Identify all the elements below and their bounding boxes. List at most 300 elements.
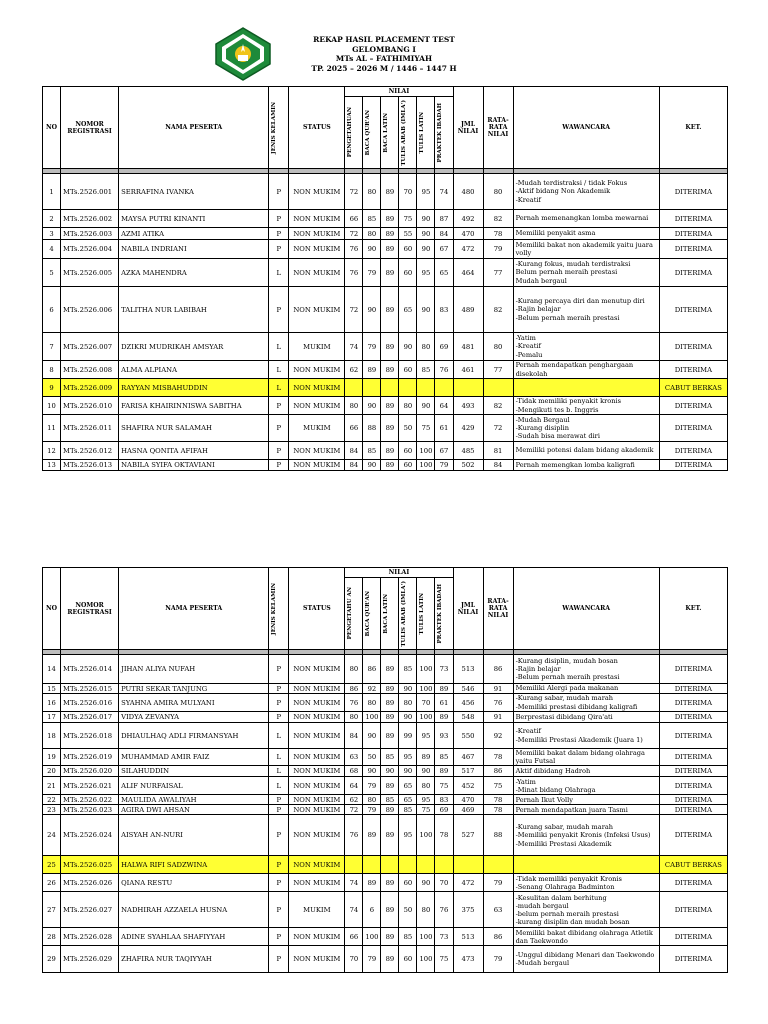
interview-notes: -Kreatif -Memiliki Prestasi Akademik (Juara 1) bbox=[513, 723, 659, 749]
registration-number: MTs.2526.008 bbox=[61, 361, 119, 379]
score-cell bbox=[381, 856, 399, 874]
col-baca-quran-text: BACA QUR'AN bbox=[365, 109, 372, 156]
status: NON MUKIM bbox=[289, 210, 345, 228]
score-cell: 87 bbox=[435, 210, 453, 228]
score-cell: 85 bbox=[399, 928, 417, 946]
score-cell: 89 bbox=[381, 174, 399, 210]
score-cell: 79 bbox=[363, 777, 381, 795]
score-cell: 89 bbox=[381, 892, 399, 928]
registration-number: MTs.2526.014 bbox=[61, 655, 119, 684]
score-cell: 73 bbox=[435, 655, 453, 684]
participant-name: HALWA RIFI SADZWINA bbox=[119, 856, 269, 874]
gender: L bbox=[269, 333, 289, 361]
score-cell: 75 bbox=[435, 777, 453, 795]
score-cell: 89 bbox=[381, 361, 399, 379]
score-cell: 90 bbox=[363, 397, 381, 415]
score-cell: 85 bbox=[363, 210, 381, 228]
score-cell: 100 bbox=[417, 655, 435, 684]
registration-number: MTs.2526.028 bbox=[61, 928, 119, 946]
interview-notes: -Mudah terdistraksi / tidak Fokus -Aktif bidang Non Akademik -Kreatif bbox=[513, 174, 659, 210]
registration-number: MTs.2526.022 bbox=[61, 795, 119, 805]
score-cell: 66 bbox=[345, 210, 363, 228]
total-score: 502 bbox=[453, 460, 483, 471]
table-row bbox=[43, 259, 728, 287]
row-number: 7 bbox=[43, 333, 61, 361]
status: NON MUKIM bbox=[289, 766, 345, 777]
score-cell: 84 bbox=[435, 228, 453, 240]
row-number: 14 bbox=[43, 655, 61, 684]
score-cell: 89 bbox=[381, 333, 399, 361]
score-cell: 65 bbox=[399, 287, 417, 333]
score-cell: 80 bbox=[363, 795, 381, 805]
status-remark: CABUT BERKAS bbox=[659, 379, 727, 397]
total-score: 480 bbox=[453, 174, 483, 210]
score-cell: 65 bbox=[399, 795, 417, 805]
status: NON MUKIM bbox=[289, 287, 345, 333]
participant-name: AISYAH AN-NURI bbox=[119, 815, 269, 856]
interview-notes bbox=[513, 379, 659, 397]
results-table-2 bbox=[42, 567, 728, 973]
status: NON MUKIM bbox=[289, 723, 345, 749]
registration-number: MTs.2526.025 bbox=[61, 856, 119, 874]
score-cell: 100 bbox=[417, 815, 435, 856]
score-cell: 64 bbox=[435, 397, 453, 415]
status-remark: DITERIMA bbox=[659, 928, 727, 946]
score-cell: 72 bbox=[345, 287, 363, 333]
score-cell: 95 bbox=[417, 174, 435, 210]
score-cell: 90 bbox=[417, 287, 435, 333]
score-cell: 66 bbox=[345, 928, 363, 946]
gender: P bbox=[269, 856, 289, 874]
score-cell: 76 bbox=[345, 815, 363, 856]
status-remark: DITERIMA bbox=[659, 777, 727, 795]
score-cell bbox=[435, 379, 453, 397]
participant-name: AZKA MAHENDRA bbox=[119, 259, 269, 287]
col-tulis-arab bbox=[399, 578, 417, 650]
score-cell: 79 bbox=[363, 333, 381, 361]
participant-name: AGIRA DWI AHSAN bbox=[119, 805, 269, 815]
score-cell: 89 bbox=[381, 240, 399, 259]
col-tulis-arab-text: TULIS ARAB (IMLA') bbox=[401, 580, 408, 647]
status-remark: DITERIMA bbox=[659, 397, 727, 415]
row-number: 26 bbox=[43, 874, 61, 892]
score-cell: 61 bbox=[435, 694, 453, 712]
score-cell: 72 bbox=[345, 805, 363, 815]
registration-number: MTs.2526.024 bbox=[61, 815, 119, 856]
col-gender bbox=[269, 568, 289, 650]
average-score: 78 bbox=[483, 795, 513, 805]
participant-name: MAYSA PUTRI KINANTI bbox=[119, 210, 269, 228]
score-cell: 80 bbox=[345, 397, 363, 415]
participant-name: MUHAMMAD AMIR FAIZ bbox=[119, 749, 269, 766]
score-cell: 73 bbox=[435, 928, 453, 946]
col-baca-quran bbox=[363, 97, 381, 169]
score-cell: 63 bbox=[345, 749, 363, 766]
row-number: 27 bbox=[43, 892, 61, 928]
average-score: 82 bbox=[483, 287, 513, 333]
col-praktek-ibadah-text: PRAKTEK IBADAH bbox=[437, 583, 444, 644]
score-cell: 84 bbox=[345, 460, 363, 471]
score-cell bbox=[417, 379, 435, 397]
score-cell: 86 bbox=[345, 684, 363, 694]
score-cell: 85 bbox=[435, 749, 453, 766]
score-cell: 85 bbox=[363, 442, 381, 460]
gender: P bbox=[269, 694, 289, 712]
score-cell bbox=[435, 856, 453, 874]
col-name: NAMA PESERTA bbox=[119, 87, 269, 169]
score-cell bbox=[381, 379, 399, 397]
col-tulis-latin-text: TULIS LATIN bbox=[419, 592, 426, 635]
registration-number: MTs.2526.006 bbox=[61, 287, 119, 333]
table-row bbox=[43, 856, 728, 874]
participant-name: RAYYAN MISBAHUDDIN bbox=[119, 379, 269, 397]
registration-number: MTs.2526.005 bbox=[61, 259, 119, 287]
status-remark: DITERIMA bbox=[659, 287, 727, 333]
row-number: 28 bbox=[43, 928, 61, 946]
row-number: 24 bbox=[43, 815, 61, 856]
registration-number: MTs.2526.002 bbox=[61, 210, 119, 228]
row-number: 10 bbox=[43, 397, 61, 415]
gender: P bbox=[269, 815, 289, 856]
gender: P bbox=[269, 655, 289, 684]
participant-name: ALMA ALPIANA bbox=[119, 361, 269, 379]
row-number: 8 bbox=[43, 361, 61, 379]
score-cell: 89 bbox=[381, 259, 399, 287]
status: NON MUKIM bbox=[289, 749, 345, 766]
gender: L bbox=[269, 259, 289, 287]
score-cell: 80 bbox=[363, 228, 381, 240]
results-table-1 bbox=[42, 86, 728, 471]
average-score: 82 bbox=[483, 210, 513, 228]
score-cell: 79 bbox=[363, 946, 381, 973]
total-score: 546 bbox=[453, 684, 483, 694]
score-cell: 85 bbox=[417, 361, 435, 379]
total-score: 470 bbox=[453, 228, 483, 240]
total-score: 472 bbox=[453, 240, 483, 259]
status-remark: DITERIMA bbox=[659, 333, 727, 361]
row-number: 11 bbox=[43, 415, 61, 442]
row-number: 12 bbox=[43, 442, 61, 460]
status: NON MUKIM bbox=[289, 228, 345, 240]
col-wawancara: WAWANCARA bbox=[513, 568, 659, 650]
col-no: NO bbox=[43, 568, 61, 650]
registration-number: MTs.2526.020 bbox=[61, 766, 119, 777]
average-score: 91 bbox=[483, 712, 513, 723]
interview-notes: Memiliki bakat dalam bidang olahraga yaitu Futsal bbox=[513, 749, 659, 766]
score-cell: 69 bbox=[435, 333, 453, 361]
table-row bbox=[43, 946, 728, 973]
interview-notes: Aktif dibidang Hadroh bbox=[513, 766, 659, 777]
score-cell: 90 bbox=[399, 684, 417, 694]
score-cell: 60 bbox=[399, 874, 417, 892]
total-score: 429 bbox=[453, 415, 483, 442]
status: NON MUKIM bbox=[289, 874, 345, 892]
total-score: 469 bbox=[453, 805, 483, 815]
score-cell: 89 bbox=[363, 361, 381, 379]
score-cell: 95 bbox=[399, 815, 417, 856]
row-number: 22 bbox=[43, 795, 61, 805]
status: NON MUKIM bbox=[289, 684, 345, 694]
score-cell: 89 bbox=[381, 777, 399, 795]
score-cell: 89 bbox=[381, 210, 399, 228]
score-cell: 55 bbox=[399, 228, 417, 240]
score-cell: 89 bbox=[381, 946, 399, 973]
status-remark: DITERIMA bbox=[659, 684, 727, 694]
col-tulis-arab bbox=[399, 97, 417, 169]
interview-notes: -Unggul dibidang Menari dan Taekwondo -Mudah bergaul bbox=[513, 946, 659, 973]
score-cell: 76 bbox=[345, 240, 363, 259]
participant-name: ADINE SYAHLAA SHAFIYYAH bbox=[119, 928, 269, 946]
row-number: 2 bbox=[43, 210, 61, 228]
average-score: 77 bbox=[483, 361, 513, 379]
score-cell: 90 bbox=[417, 228, 435, 240]
interview-notes: -Kesulitan dalam berhitung -mudah bergaul -belum pernah meraih prestasi -kurang disiplin dan mudah bosan bbox=[513, 892, 659, 928]
score-cell: 66 bbox=[345, 415, 363, 442]
table-row bbox=[43, 174, 728, 210]
score-cell: 80 bbox=[363, 174, 381, 210]
participant-name: QIANA RESTU bbox=[119, 874, 269, 892]
participant-name: VIDYA ZEVANYA bbox=[119, 712, 269, 723]
score-cell: 90 bbox=[417, 397, 435, 415]
total-score bbox=[453, 379, 483, 397]
score-cell: 90 bbox=[399, 766, 417, 777]
score-cell: 89 bbox=[435, 712, 453, 723]
score-cell: 62 bbox=[345, 361, 363, 379]
total-score: 513 bbox=[453, 928, 483, 946]
registration-number: MTs.2526.023 bbox=[61, 805, 119, 815]
col-baca-quran bbox=[363, 578, 381, 650]
registration-number: MTs.2526.019 bbox=[61, 749, 119, 766]
score-cell: 83 bbox=[435, 287, 453, 333]
registration-number: MTs.2526.027 bbox=[61, 892, 119, 928]
score-cell: 89 bbox=[381, 655, 399, 684]
interview-notes: -Mudah Bergaul -Kurang disiplin -Sudah bisa merawat diri bbox=[513, 415, 659, 442]
score-cell: 70 bbox=[345, 946, 363, 973]
total-score: 489 bbox=[453, 287, 483, 333]
score-cell: 85 bbox=[381, 749, 399, 766]
score-cell: 89 bbox=[363, 874, 381, 892]
interview-notes: Pernah Ikut Volly bbox=[513, 795, 659, 805]
col-pengetahuan bbox=[345, 97, 363, 169]
gender: P bbox=[269, 712, 289, 723]
score-cell: 100 bbox=[417, 442, 435, 460]
gender: P bbox=[269, 874, 289, 892]
status-remark: DITERIMA bbox=[659, 259, 727, 287]
score-cell: 68 bbox=[345, 766, 363, 777]
score-cell: 89 bbox=[381, 684, 399, 694]
status: NON MUKIM bbox=[289, 928, 345, 946]
score-cell bbox=[363, 379, 381, 397]
col-rata: RATA-RATA NILAI bbox=[483, 87, 513, 169]
score-cell: 50 bbox=[399, 415, 417, 442]
score-cell bbox=[399, 379, 417, 397]
total-score: 464 bbox=[453, 259, 483, 287]
report-title bbox=[0, 35, 768, 73]
score-cell bbox=[345, 856, 363, 874]
registration-number: MTs.2526.015 bbox=[61, 684, 119, 694]
score-cell: 89 bbox=[381, 442, 399, 460]
table-row bbox=[43, 805, 728, 815]
average-score: 81 bbox=[483, 442, 513, 460]
score-cell: 50 bbox=[363, 749, 381, 766]
table-row bbox=[43, 694, 728, 712]
status-remark: DITERIMA bbox=[659, 460, 727, 471]
score-cell: 95 bbox=[417, 795, 435, 805]
table-row bbox=[43, 777, 728, 795]
interview-notes: Memiliki potensi dalam bidang akademik bbox=[513, 442, 659, 460]
status: NON MUKIM bbox=[289, 397, 345, 415]
table-row bbox=[43, 361, 728, 379]
gender: P bbox=[269, 287, 289, 333]
average-score: 86 bbox=[483, 655, 513, 684]
col-pengetahuan-text: PENGETAHUAN bbox=[347, 107, 354, 158]
col-baca-latin-text: BACA LATIN bbox=[383, 112, 390, 153]
average-score: 76 bbox=[483, 694, 513, 712]
gender: L bbox=[269, 723, 289, 749]
status-remark: DITERIMA bbox=[659, 749, 727, 766]
col-praktek-ibadah-text: PRAKTEK IBADAH bbox=[437, 102, 444, 163]
table-row bbox=[43, 228, 728, 240]
score-cell: 90 bbox=[381, 766, 399, 777]
score-cell: 80 bbox=[345, 712, 363, 723]
participant-name: SYAHNA AMIRA MULYANI bbox=[119, 694, 269, 712]
average-score: 86 bbox=[483, 766, 513, 777]
average-score: 78 bbox=[483, 749, 513, 766]
gender: P bbox=[269, 892, 289, 928]
col-reg: NOMOR REGISTRASI bbox=[61, 568, 119, 650]
score-cell: 60 bbox=[399, 361, 417, 379]
gender: P bbox=[269, 460, 289, 471]
row-number: 15 bbox=[43, 684, 61, 694]
status: NON MUKIM bbox=[289, 856, 345, 874]
participant-name: SILAHUDDIN bbox=[119, 766, 269, 777]
participant-name: HASNA QONITA AFIFAH bbox=[119, 442, 269, 460]
score-cell: 85 bbox=[381, 795, 399, 805]
table-row bbox=[43, 333, 728, 361]
score-cell: 60 bbox=[399, 240, 417, 259]
col-name: NAMA PESERTA bbox=[119, 568, 269, 650]
col-praktek-ibadah bbox=[435, 97, 453, 169]
average-score: 92 bbox=[483, 723, 513, 749]
status-remark: CABUT BERKAS bbox=[659, 856, 727, 874]
col-jml: JML NILAI bbox=[453, 568, 483, 650]
registration-number: MTs.2526.012 bbox=[61, 442, 119, 460]
row-number: 21 bbox=[43, 777, 61, 795]
registration-number: MTs.2526.011 bbox=[61, 415, 119, 442]
total-score: 548 bbox=[453, 712, 483, 723]
interview-notes: Pernah mendapatkan penghargaan disekolah bbox=[513, 361, 659, 379]
table-row bbox=[43, 892, 728, 928]
score-cell: 76 bbox=[345, 259, 363, 287]
status: NON MUKIM bbox=[289, 259, 345, 287]
status: NON MUKIM bbox=[289, 379, 345, 397]
total-score: 485 bbox=[453, 442, 483, 460]
total-score: 517 bbox=[453, 766, 483, 777]
score-cell: 69 bbox=[435, 805, 453, 815]
status-remark: DITERIMA bbox=[659, 874, 727, 892]
table-row bbox=[43, 240, 728, 259]
table-row bbox=[43, 795, 728, 805]
registration-number: MTs.2526.018 bbox=[61, 723, 119, 749]
score-cell: 62 bbox=[345, 795, 363, 805]
score-cell: 89 bbox=[381, 694, 399, 712]
row-number: 3 bbox=[43, 228, 61, 240]
table-row bbox=[43, 749, 728, 766]
score-cell: 90 bbox=[399, 712, 417, 723]
table-row bbox=[43, 874, 728, 892]
status-remark: DITERIMA bbox=[659, 805, 727, 815]
average-score: 80 bbox=[483, 174, 513, 210]
score-cell: 99 bbox=[399, 723, 417, 749]
score-cell: 61 bbox=[435, 415, 453, 442]
score-cell: 95 bbox=[417, 723, 435, 749]
score-cell: 80 bbox=[363, 694, 381, 712]
score-cell: 92 bbox=[363, 684, 381, 694]
gender: L bbox=[269, 766, 289, 777]
registration-number: MTs.2526.013 bbox=[61, 460, 119, 471]
interview-notes: -Kurang disiplin, mudah bosan -Rajin belajar -Belum pernah meraih prestasi bbox=[513, 655, 659, 684]
gender: P bbox=[269, 415, 289, 442]
score-cell: 74 bbox=[345, 874, 363, 892]
interview-notes: -Tidak memiliki penyakit kronis -Mengikuti tes b. Inggris bbox=[513, 397, 659, 415]
interview-notes bbox=[513, 856, 659, 874]
col-tulis-latin-text: TULIS LATIN bbox=[419, 111, 426, 154]
status-remark: DITERIMA bbox=[659, 174, 727, 210]
interview-notes: -Kurang sabar, mudah marah -Memiliki penyakit Kronis (Infeksi Usus) -Memiliki Prestasi Akademik bbox=[513, 815, 659, 856]
gender: P bbox=[269, 228, 289, 240]
total-score: 472 bbox=[453, 874, 483, 892]
col-baca-latin bbox=[381, 97, 399, 169]
registration-number: MTs.2526.016 bbox=[61, 694, 119, 712]
col-gender-text: JENIS KELAMIN bbox=[271, 101, 278, 154]
status-remark: DITERIMA bbox=[659, 712, 727, 723]
score-cell: 85 bbox=[399, 655, 417, 684]
score-cell: 90 bbox=[363, 723, 381, 749]
score-cell: 60 bbox=[399, 259, 417, 287]
interview-notes: Memiliki bakat dibidang olahraga Atletik dan Taekwondo bbox=[513, 928, 659, 946]
score-cell: 83 bbox=[435, 795, 453, 805]
score-cell: 75 bbox=[435, 946, 453, 973]
row-number: 9 bbox=[43, 379, 61, 397]
title-line-1: REKAP HASIL PLACEMENT TEST bbox=[313, 35, 455, 44]
score-cell: 70 bbox=[417, 694, 435, 712]
registration-number: MTs.2526.029 bbox=[61, 946, 119, 973]
score-cell: 76 bbox=[345, 694, 363, 712]
row-number: 16 bbox=[43, 694, 61, 712]
row-number: 1 bbox=[43, 174, 61, 210]
interview-notes: -Kurang fokus, mudah terdistraksi Belum pernah meraih prestasi Mudah bergaul bbox=[513, 259, 659, 287]
total-score: 473 bbox=[453, 946, 483, 973]
average-score: 82 bbox=[483, 397, 513, 415]
average-score: 88 bbox=[483, 815, 513, 856]
gender: L bbox=[269, 749, 289, 766]
registration-number: MTs.2526.004 bbox=[61, 240, 119, 259]
score-cell: 78 bbox=[435, 815, 453, 856]
score-cell: 50 bbox=[399, 892, 417, 928]
col-status: STATUS bbox=[289, 87, 345, 169]
status: NON MUKIM bbox=[289, 795, 345, 805]
table-row bbox=[43, 684, 728, 694]
gender: P bbox=[269, 946, 289, 973]
participant-name: ALIF NURFAISAL bbox=[119, 777, 269, 795]
col-gender bbox=[269, 87, 289, 169]
score-cell: 89 bbox=[381, 228, 399, 240]
row-number: 18 bbox=[43, 723, 61, 749]
participant-name: SERRAFINA IVANKA bbox=[119, 174, 269, 210]
score-cell bbox=[345, 379, 363, 397]
participant-name: SHAFIRA NUR SALAMAH bbox=[119, 415, 269, 442]
gender: P bbox=[269, 442, 289, 460]
